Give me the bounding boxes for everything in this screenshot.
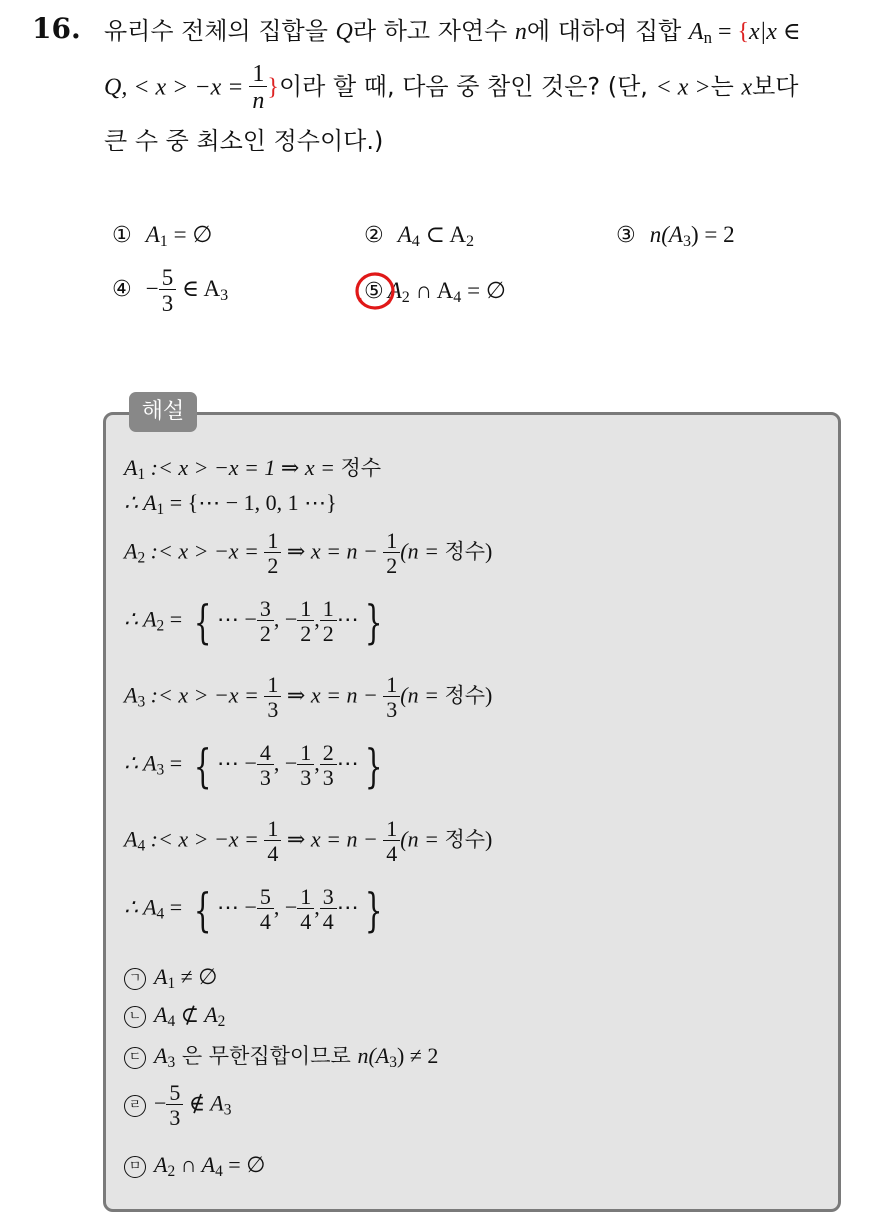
choice-4[interactable]: ④ − $\frac{5}{3}$ ∈ $A_3$: [112, 265, 229, 316]
choice-1[interactable]: ① $A_1$ = ∅: [112, 222, 213, 251]
choice-2[interactable]: ② $A_4$ ⊂ $A_2$: [364, 222, 475, 251]
sol-line-2: ∴ $A_1$ = {⋯ − 1, 0, 1 ⋯}: [124, 490, 337, 518]
sol-line-1: $A_1$ :< x > −x = 1 ⇒ x = 정수: [124, 455, 382, 483]
sol-item-4: ㄹ − $\frac{5}{3}$ ∉ $A_3$: [124, 1082, 231, 1129]
sol-line-6: ∴ $A_3$ = { ⋯ − $\frac{4}{3}$ , − $\frac{1}{3}$ , $\frac{2}{3}$ ⋯ }: [124, 738, 383, 793]
answer-mark-circle: [352, 268, 400, 314]
question-number: 16.: [32, 12, 81, 45]
choice-3[interactable]: ③ $n(A_3) = 2$: [616, 222, 735, 251]
sol-line-8: ∴ $A_4$ = { ⋯ − $\frac{5}{4}$ , − $\frac{1}{4}$ , $\frac{3}{4}$ ⋯ }: [124, 882, 383, 937]
sol-item-5: ㅁ $A_2$ ∩ $A_4$ = ∅: [124, 1152, 265, 1181]
sol-line-7: $A_4$ :< x > −x = $\frac{1}{4}$ ⇒ x = n − $\frac{1}{4}$ (n = 정수): [124, 816, 493, 866]
sol-line-4: ∴ $A_2$ = { ⋯ − $\frac{3}{2}$ , − $\frac{1}{2}$ , $\frac{1}{2}$ ⋯ }: [124, 594, 383, 649]
solution-tag: 해설: [129, 392, 197, 432]
sol-item-2: ㄴ $A_4$ ⊄ $A_2$: [124, 1002, 225, 1031]
fraction-1-over-n: $\frac{1}{n}$: [249, 62, 267, 113]
sol-line-5: $A_3$ :< x > −x = $\frac{1}{3}$ ⇒ x = n − $\frac{1}{3}$ (n = 정수): [124, 672, 493, 722]
sol-item-3: ㄷ $A_3$ 은 무한집합이므로 $n(A_3) \ne 2$: [124, 1040, 438, 1072]
question-line-2: Q, < x > −x = $\frac{1}{n}$ }이라 할 때, 다음 중 참인 것은? (단, < x >는 x보다: [104, 61, 799, 114]
sol-line-3: $A_2$ :< x > −x = $\frac{1}{2}$ ⇒ x = n − $\frac{1}{2}$ (n = 정수): [124, 528, 493, 578]
sol-item-1: ㄱ $A_1$ ≠ ∅: [124, 964, 217, 993]
choice-5[interactable]: ⑤ $A_2$ ∩ $A_4$ = ∅: [364, 278, 506, 307]
question-line-1: 유리수 전체의 집합을 Q라 하고 자연수 n에 대하여 집합 $A_n = \{x|x$ ∈: [104, 17, 801, 48]
question-line-3: 큰 수 중 최소인 정수이다.): [104, 127, 384, 155]
